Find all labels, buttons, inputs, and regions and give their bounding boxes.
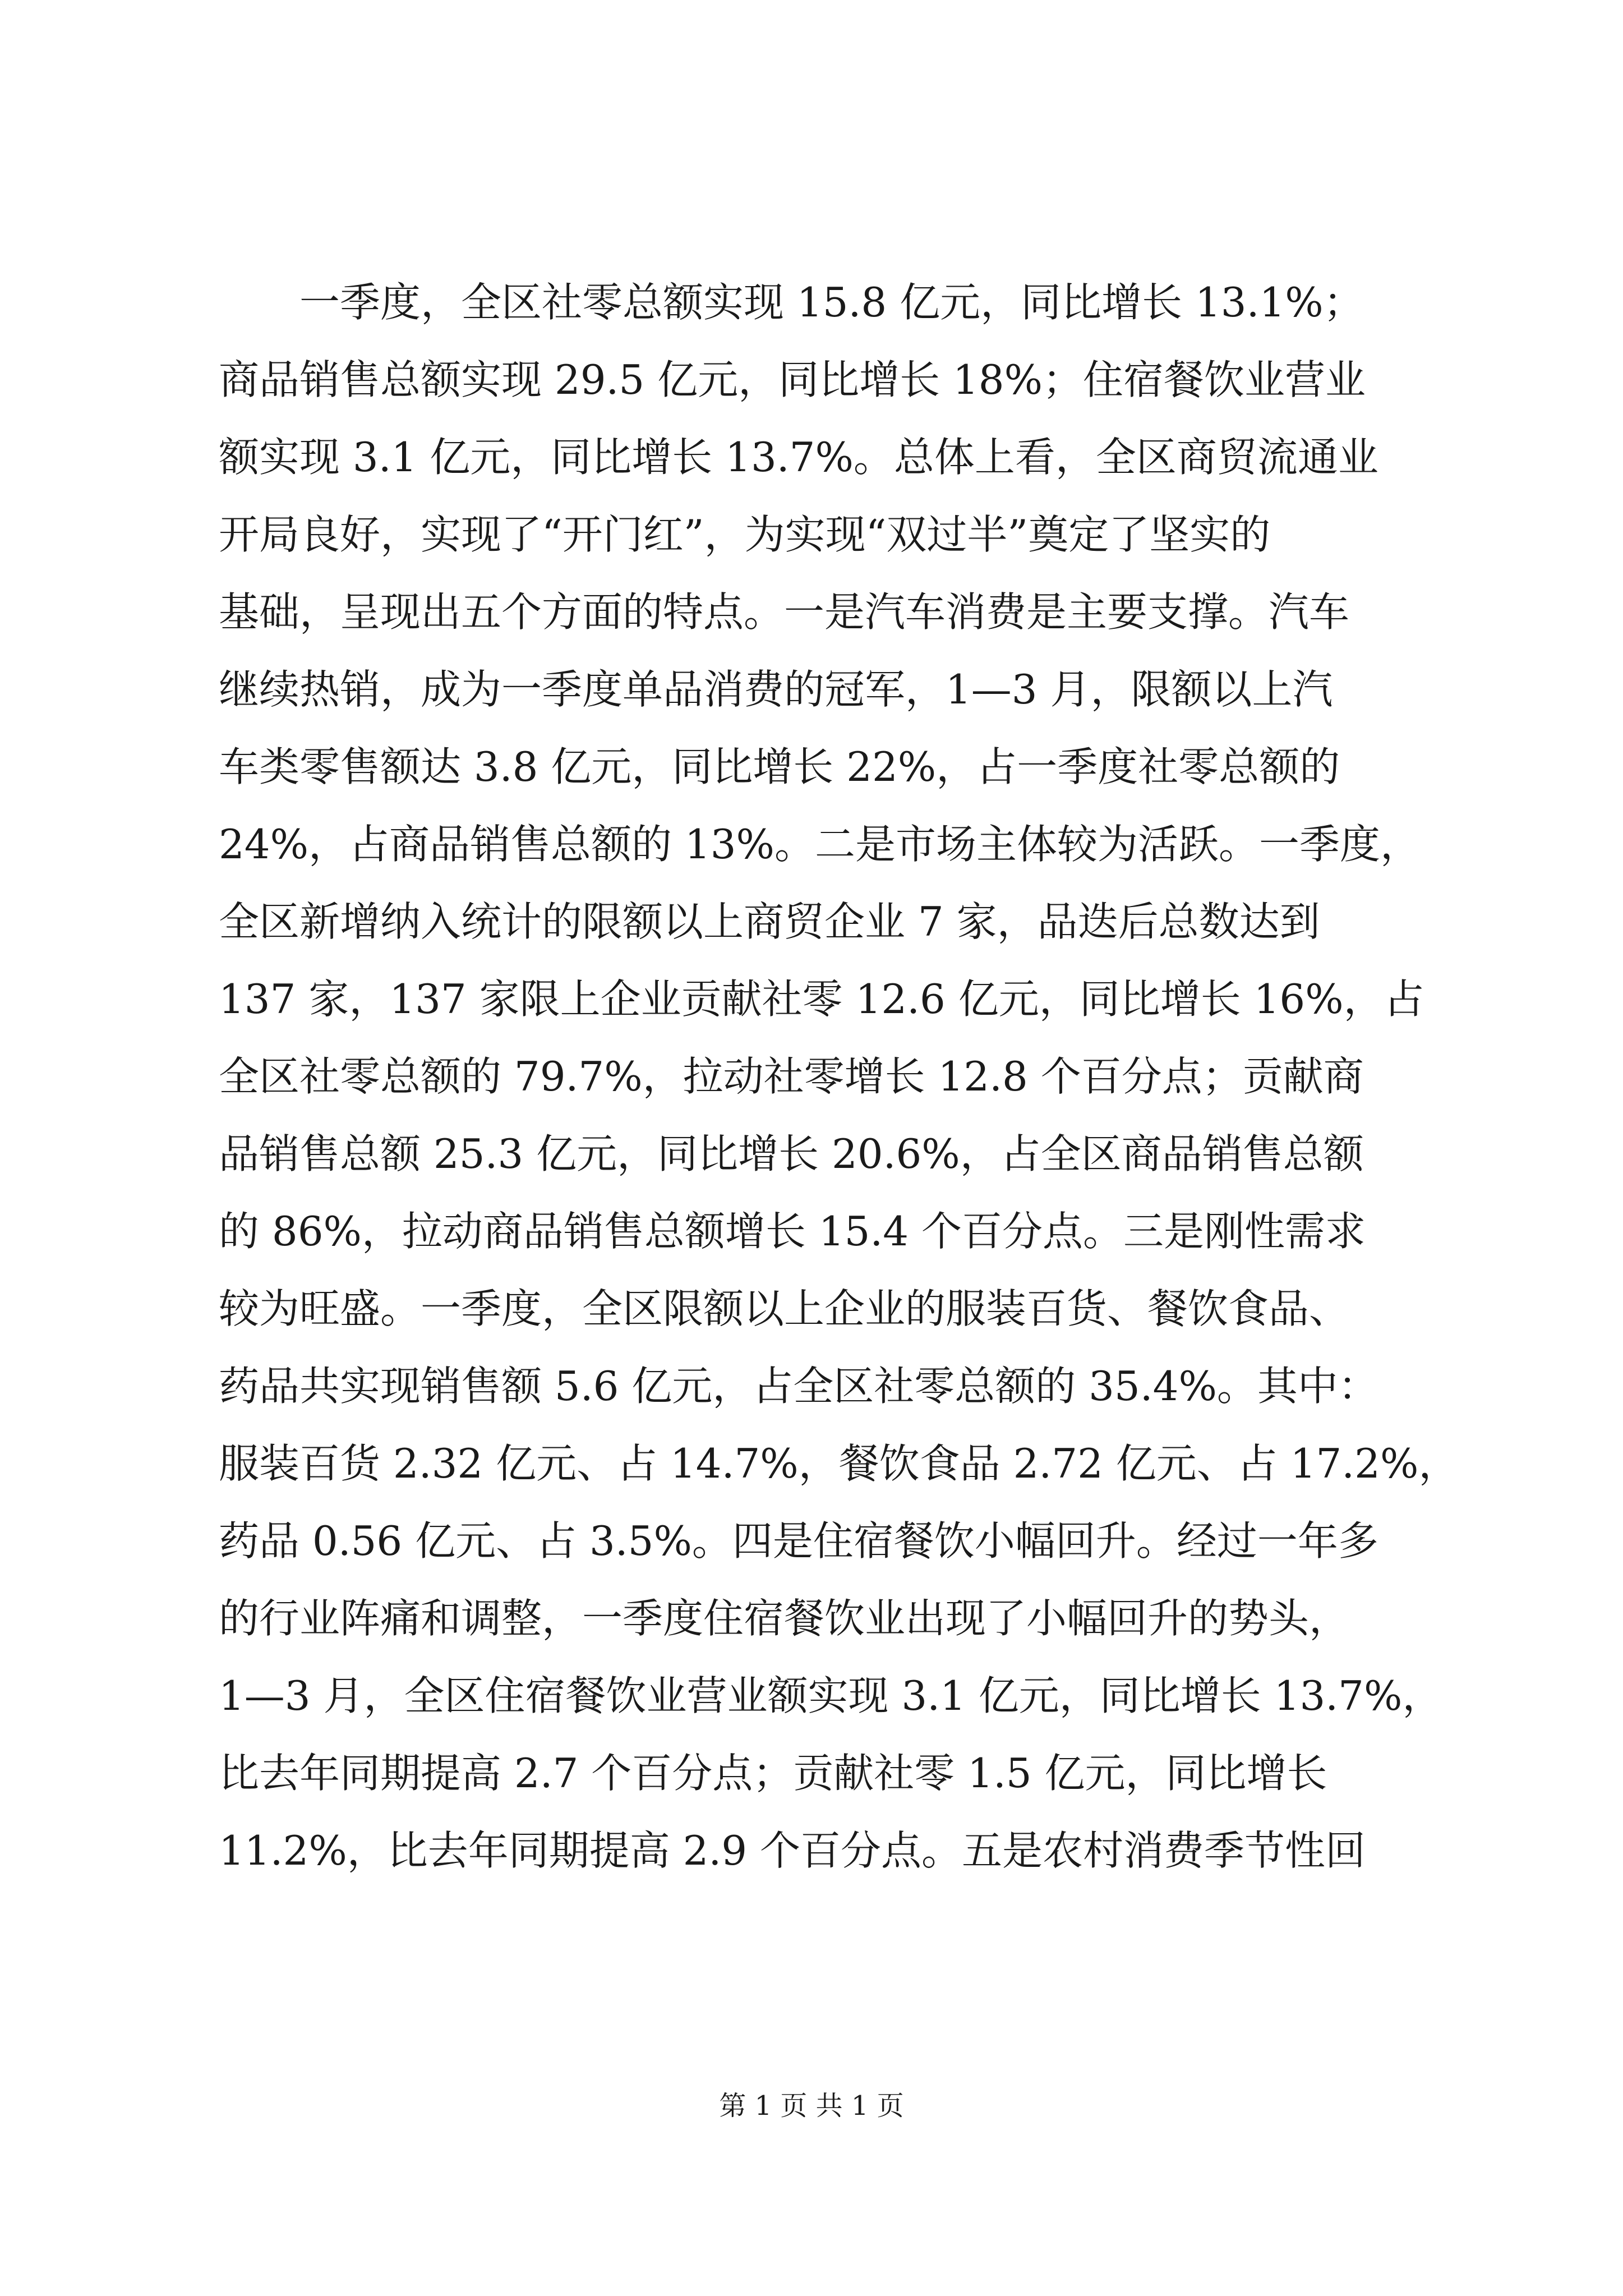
text-line: 137 家，137 家限上企业贡献社零 12.6 亿元，同比增长 16%，占 [219,976,1424,1023]
text-line: 全区社零总额的 79.7%，拉动社零增长 12.8 个百分点；贡献商 [219,1053,1364,1100]
text-line: 继续热销，成为一季度单品消费的冠军，1—3 月，限额以上汽 [219,666,1333,713]
text-line: 比去年同期提高 2.7 个百分点；贡献社零 1.5 亿元，同比增长 [219,1750,1327,1797]
text-line: 基础，呈现出五个方面的特点。一是汽车消费是主要支撑。汽车 [219,588,1350,636]
text-line: 药品共实现销售额 5.6 亿元，占全区社零总额的 35.4%。其中： [219,1363,1378,1410]
text-line: 1—3 月，全区住宿餐饮业营业额实现 3.1 亿元，同比增长 13.7%， [219,1672,1443,1719]
page-number-footer: 第 1 页 共 1 页 [719,2090,904,2122]
text-line: 药品 0.56 亿元、占 3.5%。四是住宿餐饮小幅回升。经过一年多 [219,1517,1378,1565]
text-line: 的行业阵痛和调整，一季度住宿餐饮业出现了小幅回升的势头， [219,1595,1350,1642]
text-line: 全区新增纳入统计的限额以上商贸企业 7 家，品迭后总数达到 [219,898,1320,945]
text-line: 服装百货 2.32 亿元、占 14.7%，餐饮食品 2.72 亿元、占 17.2%， [219,1440,1459,1487]
text-line: 额实现 3.1 亿元，同比增长 13.7%。总体上看，全区商贸流通业 [219,434,1378,481]
body-paragraph [219,264,1481,1889]
text-line: 商品销售总额实现 29.5 亿元，同比增长 18%；住宿餐饮业营业 [219,356,1366,403]
text-line: 一季度，全区社零总额实现 15.8 亿元，同比增长 13.1%； [299,279,1364,326]
text-line: 品销售总额 25.3 亿元，同比增长 20.6%，占全区商品销售总额 [219,1130,1364,1177]
text-line: 车类零售额达 3.8 亿元，同比增长 22%，占一季度社零总额的 [219,743,1340,790]
text-line: 较为旺盛。一季度，全区限额以上企业的服装百货、餐饮食品、 [219,1285,1350,1332]
text-line: 开局良好，实现了“开门红”，为实现“双过半”奠定了坚实的 [219,511,1271,558]
text-line: 11.2%，比去年同期提高 2.9 个百分点。五是农村消费季节性回 [219,1827,1366,1874]
text-line: 的 86%，拉动商品销售总额增长 15.4 个百分点。三是刚性需求 [219,1208,1366,1255]
text-line: 24%，占商品销售总额的 13%。二是市场主体较为活跃。一季度， [219,821,1421,868]
